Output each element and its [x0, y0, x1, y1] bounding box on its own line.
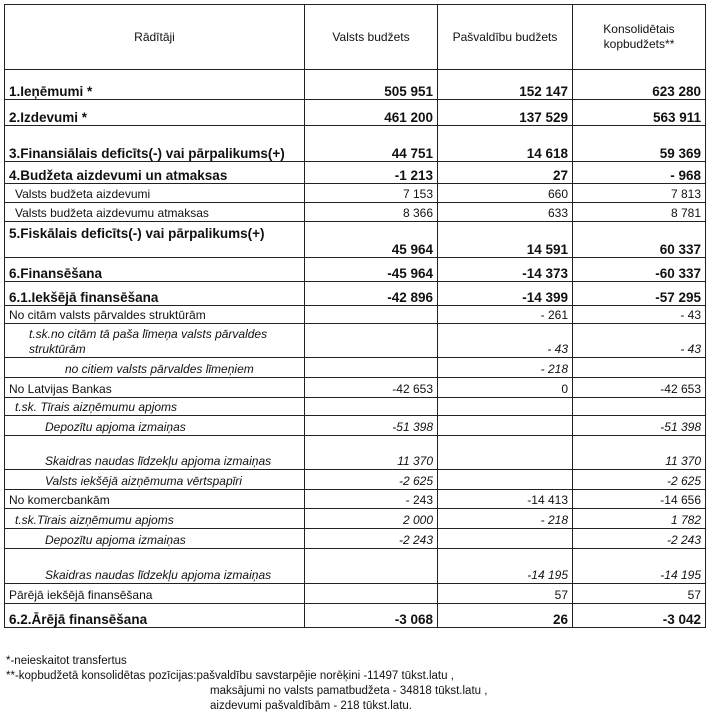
- cell-consolidated: -2 243: [573, 529, 706, 549]
- cell-consolidated: 623 280: [573, 70, 706, 100]
- table-row: [5, 126, 706, 162]
- cell-municipal: - 218: [438, 358, 573, 378]
- cell-consolidated: - 43: [573, 306, 706, 324]
- cell-consolidated: -60 337: [573, 258, 706, 282]
- table-row: [5, 203, 706, 222]
- cell-consolidated: 1 782: [573, 509, 706, 529]
- table-row: [5, 529, 706, 549]
- row-label: t.sk.no citām tā paša līmeņa valsts pārvaldes struktūrām: [5, 324, 305, 358]
- table-row: [5, 416, 706, 436]
- footnote-municipal-loans: aizdevumi pašvaldībām - 218 tūkst.latu.: [210, 700, 412, 712]
- header-municipal-budget: Pašvaldību budžets: [438, 5, 573, 70]
- cell-consolidated: 7 813: [573, 184, 706, 203]
- table-row: [5, 490, 706, 509]
- row-label: t.sk.Tīrais aizņēmumu apjoms: [5, 509, 305, 529]
- cell-consolidated: -14 656: [573, 490, 706, 509]
- row-label: No Latvijas Bankas: [5, 378, 305, 398]
- row-label: Skaidras naudas līdzekļu apjoma izmaiņas: [5, 436, 305, 470]
- cell-municipal: 26: [438, 604, 573, 628]
- footnote-state-payments: maksājumi no valsts pamatbudžeta - 34818 tūkst.latu ,: [210, 685, 488, 697]
- cell-consolidated: 57: [573, 584, 706, 604]
- cell-municipal: 14 618: [438, 126, 573, 162]
- row-label: Valsts budžeta aizdevumu atmaksas: [5, 203, 305, 222]
- cell-state: -2 625: [305, 470, 438, 490]
- cell-state: [305, 398, 438, 416]
- cell-state: -42 653: [305, 378, 438, 398]
- cell-consolidated: - 43: [573, 324, 706, 358]
- table-row: [5, 222, 706, 258]
- cell-state: 11 370: [305, 436, 438, 470]
- row-label: 5.Fiskālais deficīts(-) vai pārpalikums(+): [5, 222, 305, 258]
- cell-state: 2 000: [305, 509, 438, 529]
- table-row: [5, 306, 706, 324]
- table-row: [5, 436, 706, 470]
- cell-municipal: 0: [438, 378, 573, 398]
- cell-state: -42 896: [305, 282, 438, 306]
- cell-municipal: -14 399: [438, 282, 573, 306]
- table-row: [5, 584, 706, 604]
- header-consolidated-line1: Konsolidētais: [603, 22, 675, 36]
- table-row: [5, 162, 706, 184]
- cell-consolidated: 60 337: [573, 222, 706, 258]
- row-label: 4.Budžeta aizdevumi un atmaksas: [5, 162, 305, 184]
- cell-state: 7 153: [305, 184, 438, 203]
- cell-state: [305, 306, 438, 324]
- cell-municipal: -14 413: [438, 490, 573, 509]
- table-row: [5, 549, 706, 584]
- cell-consolidated: -51 398: [573, 416, 706, 436]
- cell-consolidated: -42 653: [573, 378, 706, 398]
- row-label: 6.2.Ārējā finansēšana: [5, 604, 305, 628]
- cell-state: 45 964: [305, 222, 438, 258]
- row-label: 6.1.Iekšējā finansēšana: [5, 282, 305, 306]
- row-label: Valsts iekšējā aizņēmuma vērtspapīri: [5, 470, 305, 490]
- cell-state: [305, 584, 438, 604]
- table-row: [5, 258, 706, 282]
- cell-state: -51 398: [305, 416, 438, 436]
- cell-municipal: 57: [438, 584, 573, 604]
- cell-municipal: [438, 398, 573, 416]
- cell-state: -45 964: [305, 258, 438, 282]
- cell-municipal: [438, 529, 573, 549]
- footnotes: [6, 654, 487, 714]
- cell-municipal: 27: [438, 162, 573, 184]
- cell-municipal: - 218: [438, 509, 573, 529]
- table-row: [5, 100, 706, 126]
- cell-state: -2 243: [305, 529, 438, 549]
- table-row: [5, 470, 706, 490]
- cell-consolidated: 59 369: [573, 126, 706, 162]
- table-row: [5, 358, 706, 378]
- row-label: Depozītu apjoma izmaiņas: [5, 529, 305, 549]
- cell-consolidated: [573, 398, 706, 416]
- row-label: 3.Finansiālais deficīts(-) vai pārpalikums(+): [5, 126, 305, 162]
- cell-state: 461 200: [305, 100, 438, 126]
- row-label: 2.Izdevumi *: [5, 100, 305, 126]
- cell-state: [305, 324, 438, 358]
- row-label: Depozītu apjoma izmaiņas: [5, 416, 305, 436]
- cell-consolidated: - 968: [573, 162, 706, 184]
- footnote-transfers: *-neieskaitot transfertus: [6, 655, 127, 667]
- table-row: [5, 509, 706, 529]
- cell-state: -3 068: [305, 604, 438, 628]
- table-row: [5, 184, 706, 203]
- table-row: [5, 378, 706, 398]
- cell-consolidated: -14 195: [573, 549, 706, 584]
- row-label: Valsts budžeta aizdevumi: [5, 184, 305, 203]
- budget-table: [4, 4, 706, 628]
- row-label: no citiem valsts pārvaldes līmeņiem: [5, 358, 305, 378]
- row-label: No citām valsts pārvaldes struktūrām: [5, 306, 305, 324]
- cell-state: 44 751: [305, 126, 438, 162]
- cell-municipal: 137 529: [438, 100, 573, 126]
- table-row: [5, 398, 706, 416]
- cell-state: -1 213: [305, 162, 438, 184]
- cell-municipal: 14 591: [438, 222, 573, 258]
- table-row: [5, 70, 706, 100]
- table-row: [5, 604, 706, 628]
- table-row: [5, 282, 706, 306]
- cell-municipal: - 43: [438, 324, 573, 358]
- header-indicators: Rādītāji: [5, 5, 305, 70]
- cell-consolidated: 8 781: [573, 203, 706, 222]
- cell-consolidated: -57 295: [573, 282, 706, 306]
- cell-state: 8 366: [305, 203, 438, 222]
- footnote-consolidated: **-kopbudžetā konsolidētas pozīcijas:pašvaldību savstarpējie norēķini -11497 tūkst.latu ,: [6, 670, 454, 682]
- cell-state: [305, 549, 438, 584]
- table-row: [5, 324, 706, 358]
- cell-municipal: [438, 470, 573, 490]
- row-label: Pārējā iekšējā finansēšana: [5, 584, 305, 604]
- row-label: 1.Ieņēmumi *: [5, 70, 305, 100]
- cell-municipal: 152 147: [438, 70, 573, 100]
- header-row: [5, 5, 706, 70]
- cell-consolidated: [573, 358, 706, 378]
- cell-state: [305, 358, 438, 378]
- cell-state: 505 951: [305, 70, 438, 100]
- cell-municipal: - 261: [438, 306, 573, 324]
- cell-consolidated: 11 370: [573, 436, 706, 470]
- cell-municipal: [438, 416, 573, 436]
- header-consolidated-line2: kopbudžets**: [603, 37, 675, 51]
- header-state-budget: Valsts budžets: [305, 5, 438, 70]
- cell-consolidated: 563 911: [573, 100, 706, 126]
- row-label: 6.Finansēšana: [5, 258, 305, 282]
- cell-municipal: -14 195: [438, 549, 573, 584]
- cell-municipal: -14 373: [438, 258, 573, 282]
- row-label: No komercbankām: [5, 490, 305, 509]
- cell-municipal: 660: [438, 184, 573, 203]
- cell-state: - 243: [305, 490, 438, 509]
- row-label: Skaidras naudas līdzekļu apjoma izmaiņas: [5, 549, 305, 584]
- cell-consolidated: -3 042: [573, 604, 706, 628]
- cell-municipal: 633: [438, 203, 573, 222]
- header-consolidated-budget: [573, 5, 706, 70]
- row-label: t.sk. Tīrais aizņēmumu apjoms: [5, 398, 305, 416]
- cell-consolidated: -2 625: [573, 470, 706, 490]
- cell-municipal: [438, 436, 573, 470]
